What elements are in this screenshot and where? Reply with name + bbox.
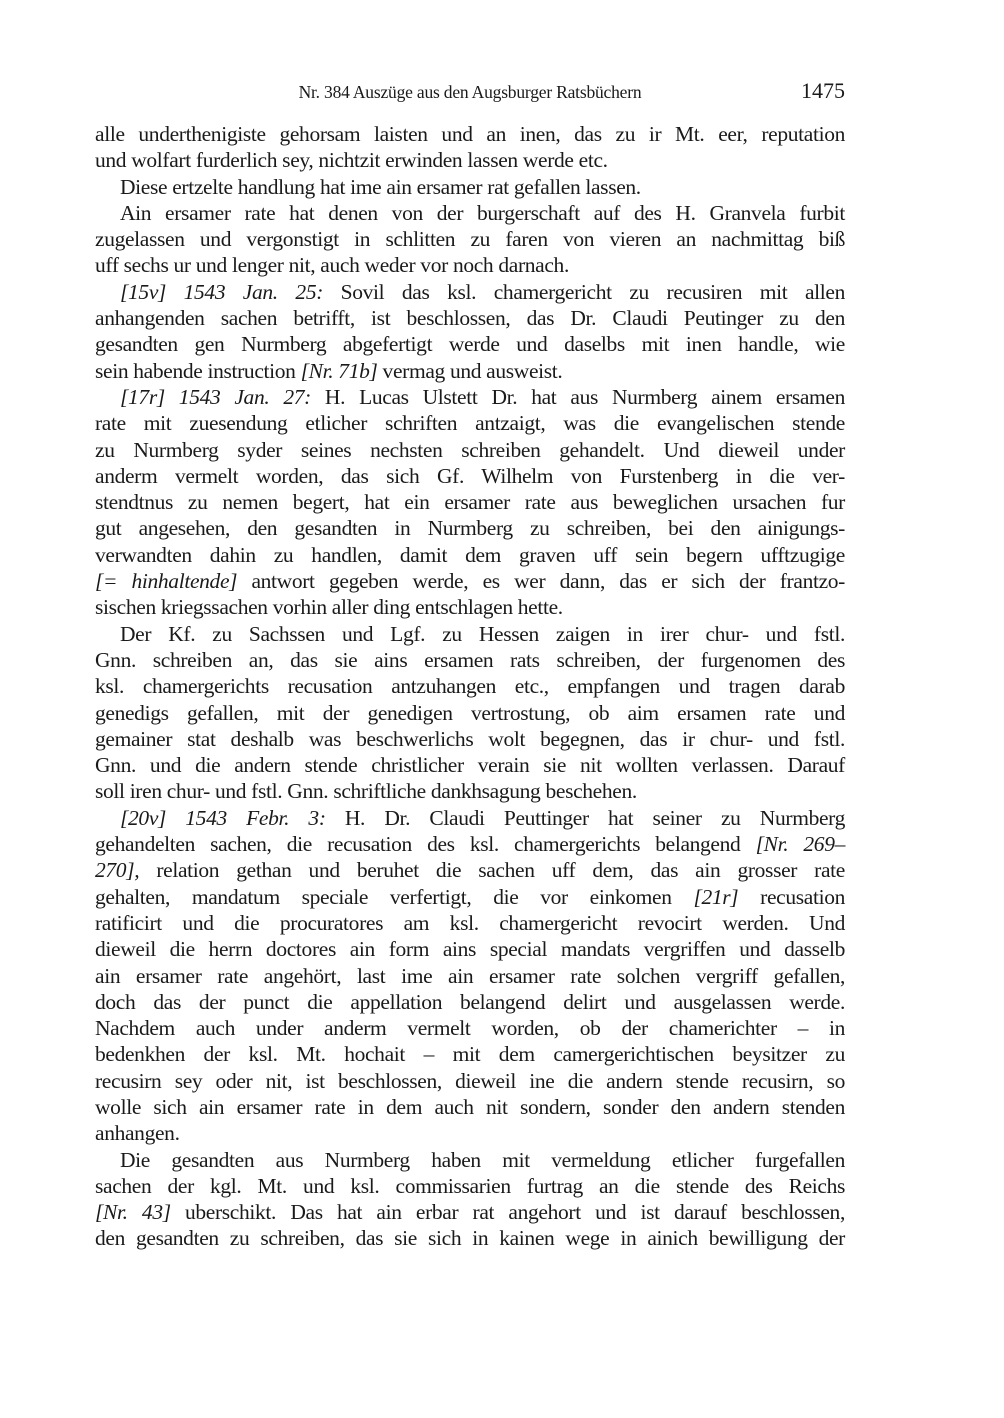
text-segment: vermag und ausweist. xyxy=(377,358,563,383)
text-line xyxy=(95,252,845,278)
text-segment: gehandelten sachen, die recusation des ksl. chamergerichts belangend xyxy=(95,832,756,857)
text-line xyxy=(95,358,845,384)
text-line xyxy=(95,463,845,489)
editorial-reference: [Nr. 71b] xyxy=(300,358,378,383)
text-segment: zu Nurmberg syder seines nechsten schreiben gehandelt. Und dieweil under xyxy=(95,437,845,462)
text-line xyxy=(95,647,845,673)
editorial-reference: [Nr. 269– xyxy=(755,832,845,857)
text-line xyxy=(95,936,845,962)
text-line xyxy=(95,857,845,883)
text-segment: anhangen. xyxy=(95,1121,180,1146)
text-line xyxy=(95,884,845,910)
text-line xyxy=(95,147,845,173)
text-segment: soll iren chur- und fstl. Gnn. schriftliche dankhsagung beschehen. xyxy=(95,779,637,804)
editorial-reference: [17r] 1543 Jan. 27: xyxy=(120,384,311,409)
text-line xyxy=(95,1041,845,1067)
text-line xyxy=(95,279,845,305)
text-line xyxy=(95,568,845,594)
text-segment: stendtnus zu nemen begert, hat ein ersamer rate aus beweglichen ursachen fur xyxy=(95,490,845,515)
text-segment: relation gethan und beruhet die sachen uff dem, das ain grosser rate xyxy=(139,858,845,883)
text-line xyxy=(95,805,845,831)
text-line xyxy=(95,989,845,1015)
text-segment: sischen kriegssachen vorhin aller ding entschlagen hette. xyxy=(95,595,563,620)
text-line xyxy=(95,515,845,541)
text-segment: Der Kf. zu Sachssen und Lgf. zu Hessen zaigen in irer chur- und fstl. xyxy=(120,621,845,646)
text-segment: Gnn. schreiben an, das sie ains ersamen rats schreiben, der furgenomen des xyxy=(95,647,845,672)
text-segment: gut angesehen, den gesandten in Nurmberg zu schreiben, bei den ainigungs- xyxy=(95,516,845,541)
editorial-reference: [= hinhaltende] xyxy=(95,569,238,594)
text-line xyxy=(95,1015,845,1041)
text-segment: bedenkhen der ksl. Mt. hochait – mit dem camergerichtischen beysitzer zu xyxy=(95,1042,845,1067)
text-segment: Sovil das ksl. chamergericht zu recusiren mit allen xyxy=(323,279,845,304)
text-line xyxy=(95,437,845,463)
text-segment: sein habende instruction xyxy=(95,358,301,383)
text-line xyxy=(95,1199,845,1225)
text-line xyxy=(95,226,845,252)
text-segment: rate mit zuesendung etlicher schriften antzaigt, was die evangelischen stende xyxy=(95,411,845,436)
text-segment: Gnn. und die andern stende christlicher verain sie nit wollten verlassen. Darauf xyxy=(95,753,845,778)
text-line xyxy=(95,384,845,410)
text-line xyxy=(95,726,845,752)
text-line xyxy=(95,778,845,804)
text-line xyxy=(95,305,845,331)
text-line xyxy=(95,1147,845,1173)
text-line xyxy=(95,673,845,699)
text-line xyxy=(95,489,845,515)
text-segment: den gesandten zu schreiben, das sie sich in kainen wege in ainich bewilligung der xyxy=(95,1226,845,1251)
text-line xyxy=(95,174,845,200)
text-segment: antwort gegeben werde, es wer dann, das er sich der frantzo- xyxy=(237,569,845,594)
text-segment: recusation xyxy=(738,884,845,909)
page-number: 1475 xyxy=(801,78,845,103)
body-text xyxy=(95,121,845,1252)
text-segment: alle underthenigiste gehorsam laisten und an inen, das zu ir Mt. eer, reputation xyxy=(95,122,845,146)
text-segment: anhangenden sachen betrifft, ist beschlossen, das Dr. Claudi Peutinger zu den xyxy=(95,306,845,331)
text-segment: gesandten gen Nurmberg abgefertigt werde und daselbs mit inen handle, wie xyxy=(95,332,845,357)
text-line xyxy=(95,410,845,436)
text-segment: gehalten, mandatum speciale verfertigt, die vor einkomen xyxy=(95,884,694,909)
text-line xyxy=(95,1120,845,1146)
text-line xyxy=(95,542,845,568)
text-segment: H. Dr. Claudi Peuttinger hat seiner zu Nurmberg xyxy=(325,805,845,830)
text-segment: anderm vermelt worden, das sich Gf. Wilhelm von Furstenberg in die ver- xyxy=(95,463,845,488)
text-line xyxy=(95,200,845,226)
text-segment: wolle sich ain ersamer rate in dem auch nit sondern, sonder den andern stenden xyxy=(95,1094,845,1119)
text-segment: und wolfart furderlich sey, nichtzit erwinden lassen werde etc. xyxy=(95,148,608,173)
text-segment: Diese ertzelte handlung hat ime ain ersamer rat gefallen lassen. xyxy=(120,174,641,199)
text-line xyxy=(95,752,845,778)
editorial-reference: [15v] 1543 Jan. 25: xyxy=(120,279,324,304)
editorial-reference: 270], xyxy=(95,858,140,883)
text-segment: uberschikt. Das hat ain erbar rat angehort und ist darauf beschlossen, xyxy=(170,1200,845,1225)
editorial-reference: [Nr. 43] xyxy=(95,1200,171,1225)
page-header xyxy=(95,80,845,106)
text-segment: Nachdem auch under anderm vermelt worden, ob der chamerichter – in xyxy=(95,1016,845,1041)
text-segment: gemainer stat deshalb was beschwerlichs wolt begegnen, das ir chur- und fstl. xyxy=(95,726,845,751)
text-segment: ain ersamer rate angehört, last ime ain ersamer rate solchen vergriff gefallen, xyxy=(95,963,845,988)
text-segment: Die gesandten aus Nurmberg haben mit vermeldung etlicher furgefallen xyxy=(120,1147,845,1172)
text-line xyxy=(95,910,845,936)
text-segment: Ain ersamer rate hat denen von der burgerschaft auf des H. Granvela furbit xyxy=(120,200,845,225)
text-segment: zugelassen und vergonstigt in schlitten zu faren von vieren an nachmittag biß xyxy=(95,227,845,252)
text-segment: sachen der kgl. Mt. und ksl. commissarien furtrag an die stende des Reichs xyxy=(95,1173,845,1198)
editorial-reference: [20v] 1543 Febr. 3: xyxy=(120,805,326,830)
editorial-reference: [21r] xyxy=(693,884,739,909)
text-line xyxy=(95,1094,845,1120)
text-segment: H. Lucas Ulstett Dr. hat aus Nurmberg ainem ersamen xyxy=(310,384,845,409)
text-segment: verwandten dahin zu handlen, damit dem graven uff sein begern ufftzugige xyxy=(95,542,845,567)
text-line xyxy=(95,831,845,857)
text-line xyxy=(95,963,845,989)
text-segment: recusirn sey oder nit, ist beschlossen, dieweil ine die andern stende recusirn, so xyxy=(95,1068,845,1093)
text-line xyxy=(95,594,845,620)
text-segment: uff sechs ur und lenger nit, auch weder vor noch darnach. xyxy=(95,253,569,278)
text-line xyxy=(95,1173,845,1199)
text-segment: ratificirt und die procuratores am ksl. chamergericht revocirt werden. Und xyxy=(95,910,845,935)
text-line xyxy=(95,621,845,647)
text-segment: genedigs gefallen, mit der genedigen vertrostung, ob aim ersamen rate und xyxy=(95,700,845,725)
text-line xyxy=(95,1225,845,1251)
running-title: Nr. 384 Auszüge aus den Augsburger Ratsbüchern xyxy=(298,82,642,102)
text-segment: ksl. chamergerichts recusation antzuhangen etc., empfangen und tragen darab xyxy=(95,674,845,699)
text-line xyxy=(95,1068,845,1094)
text-line xyxy=(95,121,845,147)
text-line xyxy=(95,331,845,357)
text-segment: dieweil die herrn doctores ain form ains special mandats vergriffen und dasselb xyxy=(95,937,845,962)
text-line xyxy=(95,700,845,726)
text-segment: doch das der punct die appellation belangend delirt und ausgelassen werde. xyxy=(95,989,845,1014)
